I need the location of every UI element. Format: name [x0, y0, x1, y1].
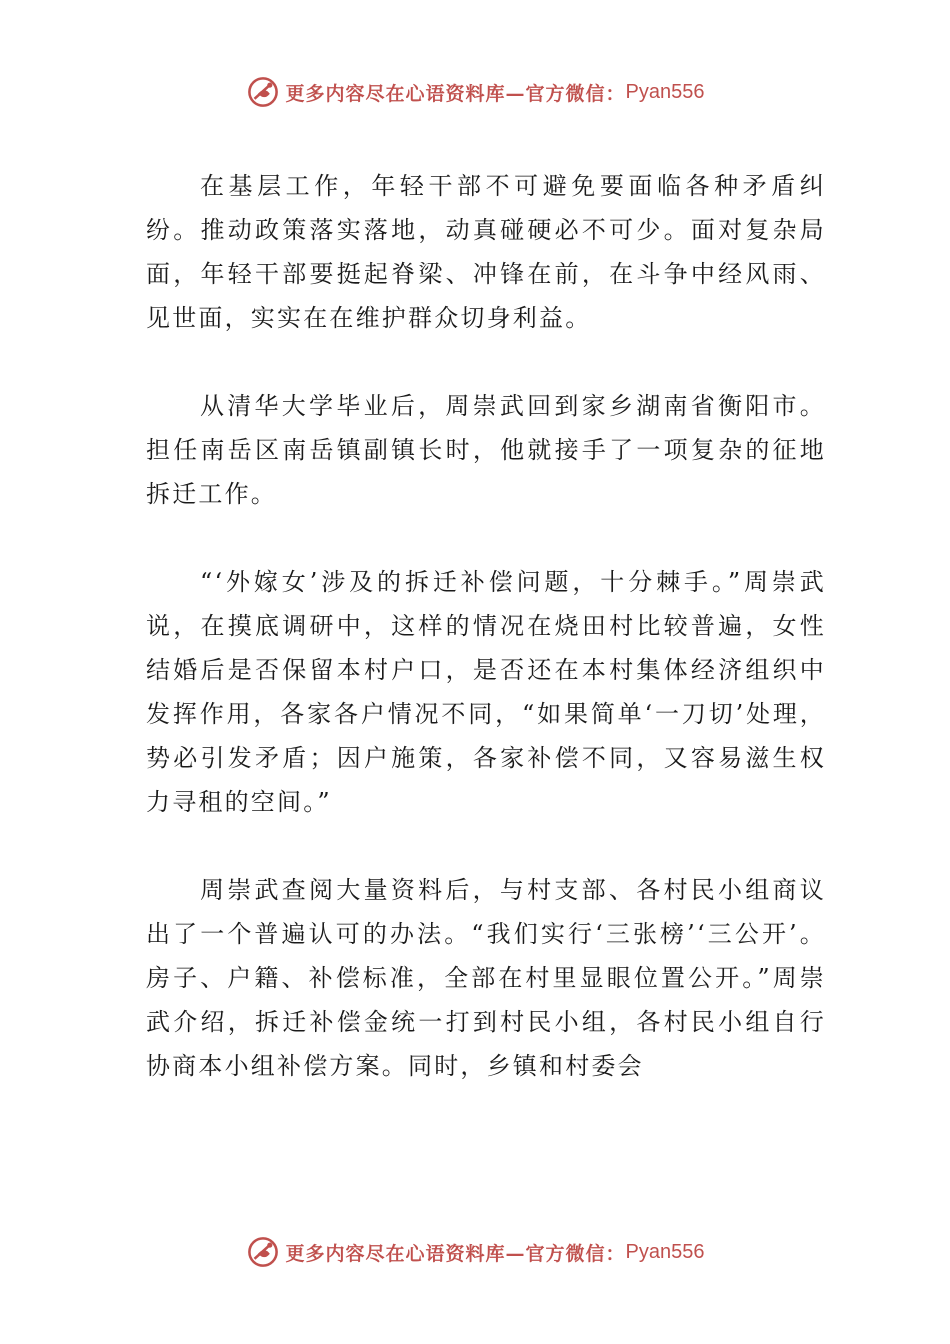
watermark-text: 更多内容尽在心语资料库—官方微信：	[285, 1242, 626, 1265]
brand-logo-icon	[246, 1235, 280, 1269]
watermark-text: 更多内容尽在心语资料库—官方微信：	[285, 82, 626, 105]
header-watermark	[0, 72, 950, 112]
paragraph: “‘外嫁女’涉及的拆迁补偿问题，十分棘手。”周崇武说，在摸底调研中，这样的情况在烧田村比较普遍，女性结婚后是否保留本村户口，是否还在本村集体经济组织中发挥作用，各家各户情况不同，“如果简单‘一刀切’处理，势必引发矛盾；因户施策，各家补偿不同，又容易滋生权力寻租的空间。”	[146, 568, 826, 816]
paragraph: 周崇武查阅大量资料后，与村支部、各村民小组商议出了一个普遍认可的办法。“我们实行‘三张榜’‘三公开’。房子、户籍、补偿标准，全部在村里显眼位置公开。”周崇武介绍，拆迁补偿金统一打到村民小组，各村民小组自行协商本小组补偿方案。同时，乡镇和村委会	[146, 876, 826, 1080]
paragraph: 从清华大学毕业后，周崇武回到家乡湖南省衡阳市。担任南岳区南岳镇副镇长时，他就接手了一项复杂的征地拆迁工作。	[146, 392, 826, 508]
brand-logo-icon	[246, 75, 280, 109]
article-body	[146, 164, 826, 1132]
footer-watermark	[0, 1232, 950, 1272]
watermark-wechat-id: Pyan556	[625, 80, 705, 103]
paragraph: 在基层工作，年轻干部不可避免要面临各种矛盾纠纷。推动政策落实落地，动真碰硬必不可少。面对复杂局面，年轻干部要挺起脊梁、冲锋在前，在斗争中经风雨、见世面，实实在在维护群众切身利益。	[146, 172, 826, 332]
watermark-wechat-id: Pyan556	[625, 1240, 705, 1263]
